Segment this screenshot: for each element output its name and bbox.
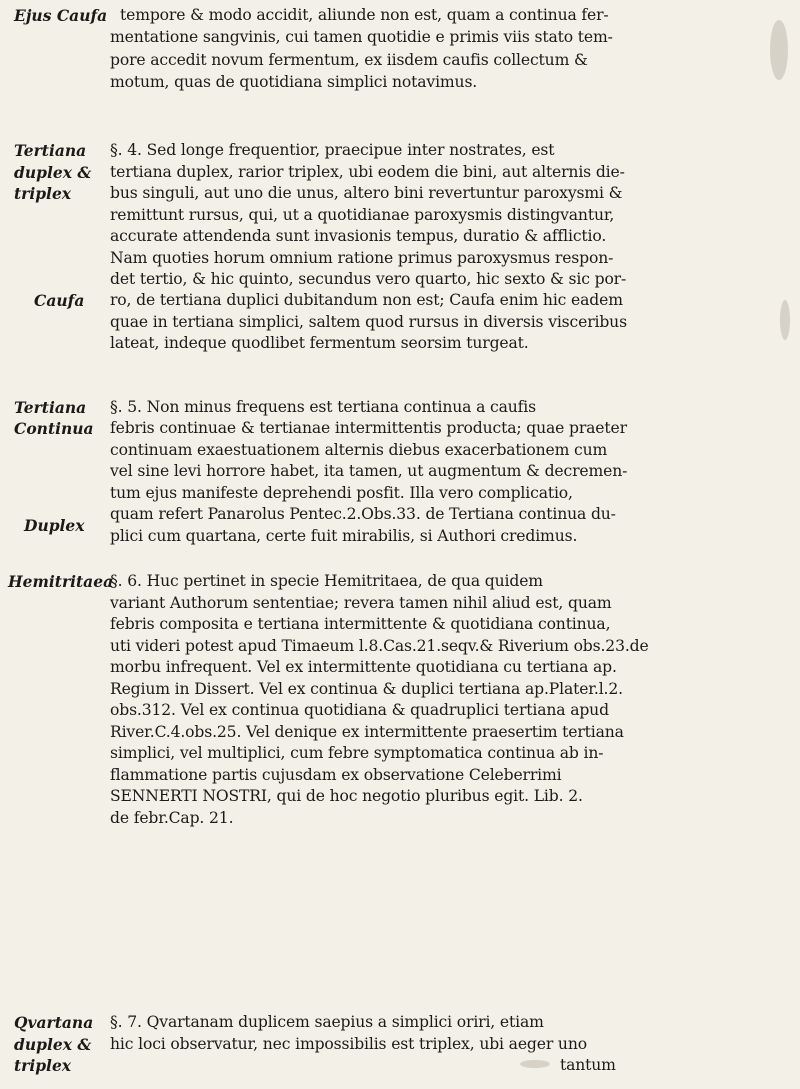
text-line: hic loci observatur, nec impossibilis est triplex, ubi aeger uno: [110, 1035, 587, 1053]
text-line: de febr.Cap. 21.: [110, 809, 234, 827]
text-line: §. 4. Sed longe frequentior, praecipue inter nostrates, est: [110, 141, 555, 159]
text-line: variant Authorum sententiae; revera tamen nihil aliud est, quam: [110, 594, 612, 612]
text-line: mentatione sangvinis, cui tamen quotidie e primis viis stato tem-: [110, 28, 613, 46]
text-line: tum ejus manifeste deprehendi posfit. Illa vero complicatio,: [110, 484, 573, 502]
text-line: febris composita e tertiana intermittente & quotidiana continua,: [110, 615, 611, 633]
text-line: quam refert Panarolus Pentec.2.Obs.33. de Tertiana continua du-: [110, 505, 616, 523]
margin-note: Qvartana: [14, 1013, 94, 1032]
text-line: vel sine levi horrore habet, ita tamen, ut augmentum & decremen-: [110, 462, 628, 480]
text-line: obs.312. Vel ex continua quotidiana & quadruplici tertiana apud: [110, 701, 609, 719]
text-line: remittunt rursus, qui, ut a quotidianae paroxysmis distingvantur,: [110, 206, 615, 224]
text-line: pore accedit novum fermentum, ex iisdem caufis collectum &: [110, 51, 588, 69]
text-line: plici cum quartana, certe fuit mirabilis, si Authori credimus.: [110, 527, 578, 545]
text-line: ro, de tertiana duplici dubitandum non est; Caufa enim hic eadem: [110, 291, 623, 309]
text-line: Regium in Dissert. Vel ex continua & duplici tertiana ap.Plater.l.2.: [110, 680, 623, 698]
text-line: det tertio, & hic quinto, secundus vero quarto, hic sexto & sic por-: [110, 270, 627, 288]
text-line: River.C.4.obs.25. Vel denique ex intermittente praesertim tertiana: [110, 723, 624, 741]
text-line: tertiana duplex, rarior triplex, ubi eodem die bini, aut alternis die-: [110, 163, 625, 181]
text-line: §. 6. Huc pertinet in specie Hemitritaea, de qua quidem: [110, 572, 543, 590]
margin-note: duplex &: [14, 1035, 92, 1054]
text-line: §. 5. Non minus frequens est tertiana continua a caufis: [110, 398, 536, 416]
text-line: uti videri potest apud Timaeum l.8.Cas.21.seqv.& Riverium obs.23.de: [110, 637, 649, 655]
text-line: morbu infrequent. Vel ex intermittente quotidiana cu tertiana ap.: [110, 658, 617, 676]
text-line: quae in tertiana simplici, saltem quod rursus in diversis visceribus: [110, 313, 627, 331]
margin-note: Tertiana: [14, 141, 87, 160]
margin-note: Ejus Caufa: [14, 6, 108, 25]
catchword: tantum: [560, 1056, 616, 1074]
text-line: tempore & modo accidit, aliunde non est, quam a continua fer-: [120, 6, 609, 24]
margin-note: Hemitritaea: [8, 572, 114, 591]
text-line: febris continuae & tertianae intermittentis producta; quae praeter: [110, 419, 627, 437]
text-line: simplici, vel multiplici, cum febre symptomatica continua ab in-: [110, 744, 604, 762]
text-line: §. 7. Qvartanam duplicem saepius a simplici oriri, etiam: [110, 1013, 544, 1031]
margin-note: triplex: [14, 1056, 72, 1075]
margin-note: Caufa: [34, 291, 85, 310]
margin-note: triplex: [14, 184, 72, 203]
text-line: continuam exaestuationem alternis diebus exacerbationem cum: [110, 441, 608, 459]
text-line: lateat, indeque quodlibet fermentum seorsim turgeat.: [110, 334, 529, 352]
margin-note: duplex &: [14, 163, 92, 182]
margin-note: Tertiana: [14, 398, 87, 417]
margin-note: Duplex: [24, 516, 85, 535]
margin-note: Continua: [14, 419, 94, 438]
text-line: bus singuli, aut uno die unus, altero bini revertuntur paroxysmi &: [110, 184, 623, 202]
text-line: accurate attendenda sunt invasionis tempus, duratio & afflictio.: [110, 227, 607, 245]
text-line: Nam quoties horum omnium ratione primus paroxysmus respon-: [110, 249, 614, 267]
text-line: motum, quas de quotidiana simplici notavimus.: [110, 73, 478, 91]
text-line: flammatione partis cujusdam ex observatione Celeberrimi: [110, 766, 562, 784]
text-line: SENNERTI NOSTRI, qui de hoc negotio pluribus egit. Lib. 2.: [110, 787, 583, 805]
